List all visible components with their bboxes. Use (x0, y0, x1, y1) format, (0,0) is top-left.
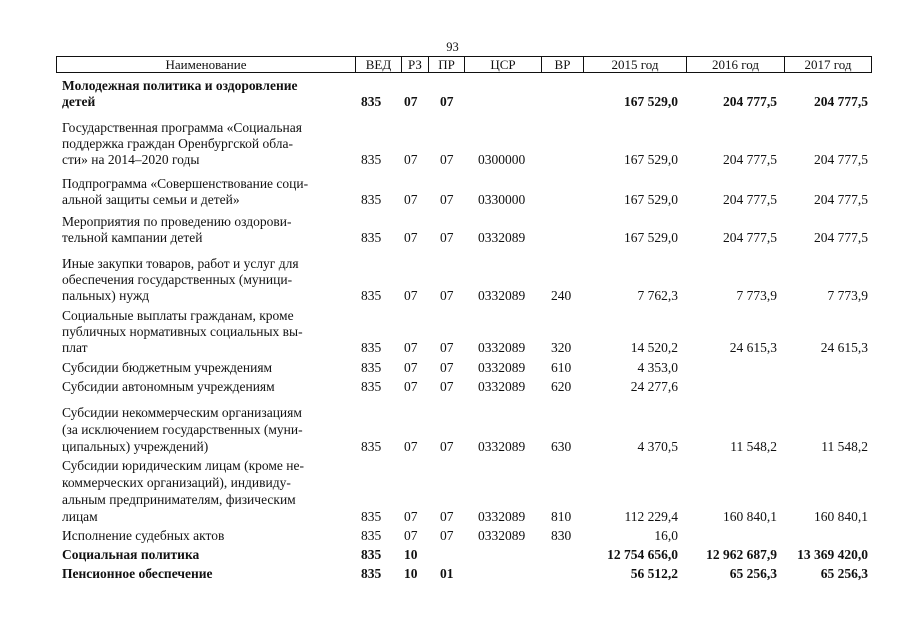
row-name-line: Субсидии юридическим лицам (кроме не- (62, 458, 304, 473)
row-name-line: детей (62, 94, 96, 109)
row-name-line: тельной кампании детей (62, 230, 203, 245)
cell-rz: 10 (404, 547, 418, 562)
cell-2015: 14 520,2 (630, 340, 678, 355)
row-name-line: Социальная политика (62, 547, 200, 562)
row-name-line: пальных) нужд (62, 288, 150, 303)
cell-2017: 204 777,5 (814, 152, 868, 167)
cell-rz: 07 (404, 509, 418, 524)
cell-2015: 7 762,3 (637, 288, 678, 303)
row-name-line: лицам (62, 509, 98, 524)
cell-vr: 620 (551, 379, 572, 394)
cell-pr: 07 (440, 192, 454, 207)
cell-ved: 835 (361, 566, 382, 581)
cell-pr: 07 (440, 528, 454, 543)
cell-vr: 830 (551, 528, 572, 543)
cell-ved: 835 (361, 528, 382, 543)
cell-2016: 24 615,3 (729, 340, 777, 355)
header-2017: 2017 год (784, 57, 871, 72)
row-name-line: плат (62, 340, 88, 355)
cell-ved: 835 (361, 509, 382, 524)
cell-2015: 4 370,5 (637, 439, 678, 454)
cell-2016: 12 962 687,9 (706, 547, 777, 562)
cell-2016: 204 777,5 (723, 192, 777, 207)
row-name-line: Мероприятия по проведению оздорови- (62, 214, 292, 229)
row-name-line: Субсидии автономным учреждениям (62, 379, 275, 394)
cell-pr: 01 (440, 566, 454, 581)
cell-ved: 835 (361, 439, 382, 454)
cell-vr: 320 (551, 340, 572, 355)
row-name-line: Молодежная политика и оздоровление (62, 78, 298, 93)
cell-2016: 11 548,2 (730, 439, 777, 454)
cell-csr: 0300000 (478, 152, 526, 167)
row-name-line: (за исключением государственных (муни- (62, 422, 303, 437)
cell-rz: 07 (404, 230, 418, 245)
page-number: 93 (446, 40, 459, 54)
header-vr: ВР (541, 57, 583, 72)
cell-2017: 65 256,3 (820, 566, 868, 581)
row-name-line: ципальных) учреждений) (62, 439, 209, 454)
cell-rz: 07 (404, 528, 418, 543)
cell-csr: 0332089 (478, 379, 526, 394)
cell-csr: 0332089 (478, 340, 526, 355)
cell-vr: 810 (551, 509, 572, 524)
row-name-line: Субсидии бюджетным учреждениям (62, 360, 273, 375)
cell-rz: 07 (404, 94, 418, 109)
cell-ved: 835 (361, 379, 382, 394)
cell-vr: 630 (551, 439, 572, 454)
row-name-line: коммерческих организаций), индивиду- (62, 475, 291, 490)
cell-pr: 07 (440, 94, 454, 109)
cell-2015: 167 529,0 (624, 152, 678, 167)
cell-rz: 07 (404, 439, 418, 454)
cell-2015: 112 229,4 (624, 509, 678, 524)
cell-pr: 07 (440, 152, 454, 167)
row-name-line: обеспечения государственных (муници- (62, 272, 293, 287)
cell-2015: 24 277,6 (630, 379, 678, 394)
cell-ved: 835 (361, 340, 382, 355)
cell-pr: 07 (440, 379, 454, 394)
cell-2015: 16,0 (654, 528, 678, 543)
table-header (56, 56, 872, 73)
row-name-line: альным предпринимателям, физическим (62, 492, 296, 507)
cell-2017: 24 615,3 (820, 340, 868, 355)
header-ved: ВЕД (355, 57, 401, 72)
header-name: Наименование (165, 57, 247, 72)
cell-ved: 835 (361, 288, 382, 303)
cell-rz: 10 (404, 566, 418, 581)
header-rz: РЗ (401, 57, 428, 72)
cell-ved: 835 (361, 230, 382, 245)
cell-2015: 4 353,0 (637, 360, 678, 375)
cell-2017: 13 369 420,0 (797, 547, 868, 562)
cell-2016: 65 256,3 (729, 566, 777, 581)
row-name-line: Пенсионное обеспечение (62, 566, 213, 581)
cell-2015: 56 512,2 (630, 566, 678, 581)
cell-csr: 0332089 (478, 509, 526, 524)
row-name-line: Исполнение судебных актов (62, 528, 225, 543)
cell-vr: 610 (551, 360, 572, 375)
cell-pr: 07 (440, 288, 454, 303)
cell-rz: 07 (404, 192, 418, 207)
row-name-line: Иные закупки товаров, работ и услуг для (62, 256, 299, 271)
cell-2017: 11 548,2 (821, 439, 868, 454)
cell-ved: 835 (361, 360, 382, 375)
cell-2017: 160 840,1 (814, 509, 868, 524)
cell-ved: 835 (361, 152, 382, 167)
cell-ved: 835 (361, 547, 382, 562)
row-name-line: Государственная программа «Социальная (62, 120, 302, 135)
cell-csr: 0332089 (478, 439, 526, 454)
cell-pr: 07 (440, 340, 454, 355)
cell-2015: 167 529,0 (624, 230, 678, 245)
cell-csr: 0332089 (478, 360, 526, 375)
row-name-line: публичных нормативных социальных вы- (62, 324, 303, 339)
cell-2016: 204 777,5 (723, 152, 777, 167)
cell-csr: 0332089 (478, 528, 526, 543)
cell-2017: 204 777,5 (814, 192, 868, 207)
header-csr: ЦСР (464, 57, 541, 72)
cell-2017: 7 773,9 (827, 288, 868, 303)
cell-2015: 12 754 656,0 (607, 547, 678, 562)
cell-csr: 0330000 (478, 192, 526, 207)
row-name-line: альной защиты семьи и детей» (62, 192, 240, 207)
cell-ved: 835 (361, 192, 382, 207)
row-name-line: Социальные выплаты гражданам, кроме (62, 308, 294, 323)
row-name-line: поддержка граждан Оренбургской обла- (62, 136, 294, 151)
cell-rz: 07 (404, 360, 418, 375)
cell-vr: 240 (551, 288, 572, 303)
cell-2015: 167 529,0 (624, 192, 678, 207)
header-pr: ПР (428, 57, 464, 72)
cell-pr: 07 (440, 230, 454, 245)
row-name-line: Субсидии некоммерческим организациям (62, 405, 302, 420)
cell-rz: 07 (404, 379, 418, 394)
cell-2017: 204 777,5 (814, 230, 868, 245)
header-2015: 2015 год (583, 57, 686, 72)
cell-csr: 0332089 (478, 230, 526, 245)
cell-2016: 204 777,5 (723, 230, 777, 245)
cell-2016: 160 840,1 (723, 509, 777, 524)
cell-pr: 07 (440, 439, 454, 454)
cell-pr: 07 (440, 509, 454, 524)
cell-pr: 07 (440, 360, 454, 375)
row-name-line: Подпрограмма «Совершенствование соци- (62, 176, 309, 191)
cell-2016: 204 777,5 (723, 94, 777, 109)
cell-rz: 07 (404, 340, 418, 355)
cell-ved: 835 (361, 94, 382, 109)
cell-rz: 07 (404, 152, 418, 167)
row-name-line: сти» на 2014–2020 годы (62, 152, 200, 167)
cell-2015: 167 529,0 (624, 94, 678, 109)
cell-rz: 07 (404, 288, 418, 303)
cell-csr: 0332089 (478, 288, 526, 303)
header-2016: 2016 год (686, 57, 784, 72)
cell-2017: 204 777,5 (814, 94, 868, 109)
cell-2016: 7 773,9 (736, 288, 777, 303)
